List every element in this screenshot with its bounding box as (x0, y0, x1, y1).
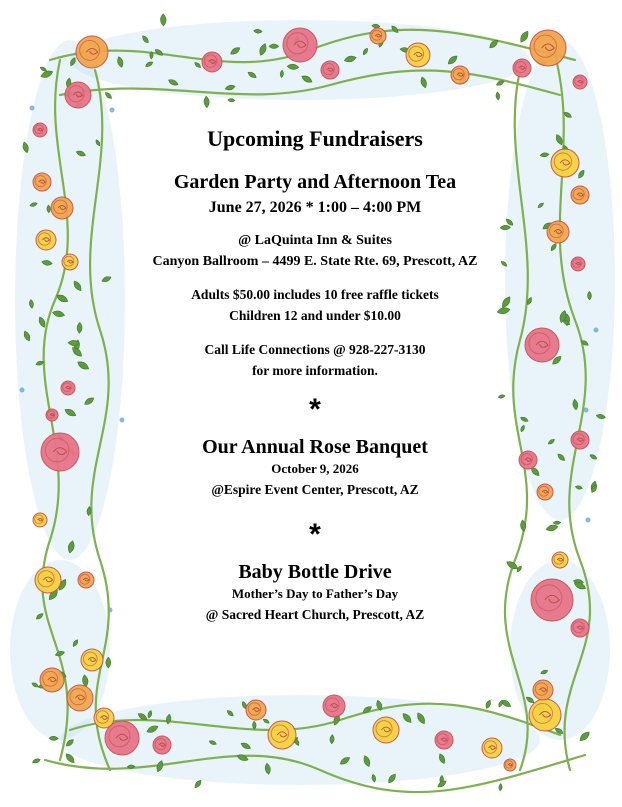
rose (153, 736, 171, 754)
leaf (104, 91, 113, 100)
rose (94, 708, 114, 728)
rose (323, 695, 345, 717)
rose (33, 173, 51, 191)
rose (62, 254, 78, 270)
rose (530, 30, 566, 66)
leaf (496, 92, 501, 100)
rose (525, 328, 559, 362)
rose (46, 409, 58, 421)
rose (571, 186, 589, 204)
leaf (485, 699, 492, 709)
rose (513, 59, 531, 77)
event2-title: Our Annual Rose Banquet (202, 436, 428, 458)
separator-star-2: * (309, 518, 321, 551)
leaf (204, 96, 210, 108)
rose (35, 567, 61, 593)
leaf (553, 521, 561, 525)
blue-dot (584, 408, 589, 413)
blue-dot (586, 518, 591, 523)
rose (531, 579, 573, 621)
event1-contact-more: for more information. (252, 363, 378, 378)
leaf (32, 758, 41, 764)
event3-title: Baby Bottle Drive (238, 561, 392, 583)
rose (283, 28, 317, 62)
flyer-heading: Upcoming Fundraisers (207, 126, 423, 151)
event3-venue: @ Sacred Heart Church, Prescott, AZ (205, 607, 425, 622)
leaf (499, 783, 503, 791)
rose (552, 552, 568, 568)
separator-star-1: * (309, 393, 321, 426)
event1-address: Canyon Ballroom – 4499 E. State Rte. 69, Prescott, AZ (152, 254, 478, 269)
event1-contact: Call Life Connections @ 928-227-3130 (204, 342, 426, 357)
rose (51, 197, 73, 219)
rose (41, 433, 79, 471)
event1-price-children: Children 12 and under $10.00 (229, 308, 401, 323)
rose (246, 700, 266, 720)
blue-dot (594, 328, 599, 333)
blue-dot (110, 108, 115, 113)
rose (537, 484, 553, 500)
rose (571, 431, 589, 449)
event1-datetime: June 27, 2026 * 1:00 – 4:00 PM (208, 199, 422, 216)
rose (435, 731, 453, 749)
event2-date: October 9, 2026 (271, 461, 359, 476)
blue-dot (30, 106, 35, 111)
rose (268, 721, 296, 749)
rose (61, 381, 75, 395)
rose (547, 221, 569, 243)
rose (78, 572, 94, 588)
rose (370, 28, 386, 44)
rose (482, 738, 502, 758)
rose (76, 36, 108, 68)
rose (36, 230, 56, 250)
rose (451, 66, 469, 84)
rose (573, 75, 587, 89)
leaf (545, 524, 558, 532)
rose (551, 149, 579, 177)
rose (202, 52, 222, 72)
event3-dates: Mother’s Day to Father’s Day (231, 586, 399, 601)
rose (533, 680, 553, 700)
rose (529, 699, 561, 731)
blue-dot (20, 388, 25, 393)
rose (406, 43, 430, 67)
flyer-text (100, 118, 530, 625)
rose (81, 649, 103, 671)
leaf (518, 30, 530, 44)
event1-title: Garden Party and Afternoon Tea (173, 171, 457, 193)
rose (33, 513, 47, 527)
leaf (160, 14, 166, 26)
event2-venue: @Espire Event Center, Prescott, AZ (211, 482, 419, 497)
rose (65, 82, 91, 108)
rose (67, 685, 93, 711)
rose (571, 257, 585, 271)
event1-venue: @ LaQuinta Inn & Suites (238, 233, 392, 248)
rose (40, 668, 64, 692)
rose (373, 717, 399, 743)
rose (33, 123, 47, 137)
leaf (228, 98, 235, 102)
rose (504, 759, 516, 771)
rose (571, 619, 589, 637)
rose (321, 61, 339, 79)
event1-price-adults: Adults $50.00 includes 10 free raffle tickets (191, 287, 439, 302)
